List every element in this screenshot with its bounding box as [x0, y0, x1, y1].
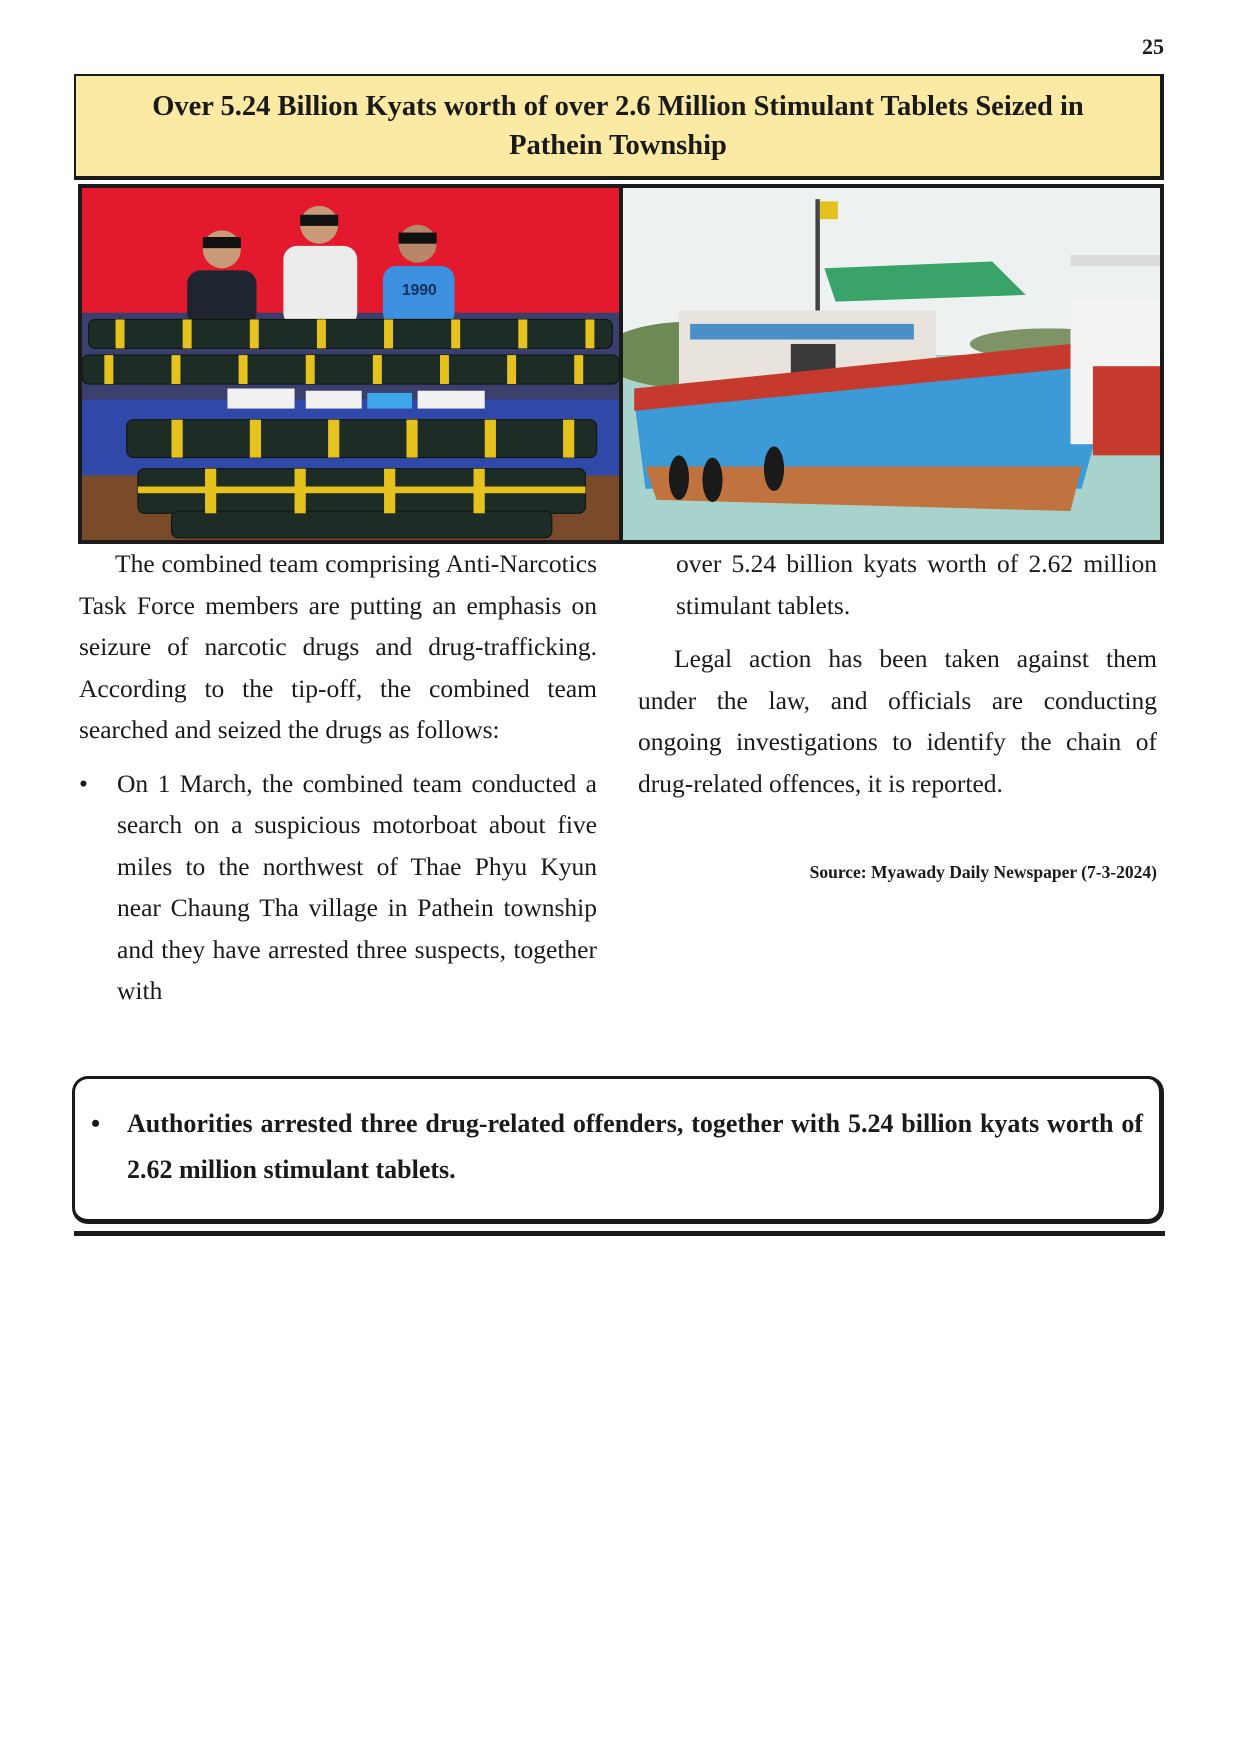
- article-title: Over 5.24 Billion Kyats worth of over 2.6 Million Stimulant Tablets Seized in Pathein Township: [152, 91, 1084, 161]
- summary-box: [72, 1076, 1164, 1224]
- source-citation: Source: Myawady Daily Newspaper (7-3-2024): [809, 862, 1157, 882]
- right-column: [638, 543, 1157, 804]
- closing-paragraph: Legal action has been taken against them under the law, and officials are conducting ongoing investigations to identify the chain of drug-related offences, it is reported.: [638, 644, 1157, 798]
- bullet-text: On 1 March, the combined team conducted a search on a suspicious motorboat about five miles to the northwest of Thae Phyu Kyun near Chaung Tha village in Pathein township and they have arrested three suspects, together with: [117, 768, 597, 1005]
- article-title-box: [74, 74, 1164, 180]
- bullet-item: [79, 763, 597, 1012]
- summary-bullet-marker: •: [91, 1109, 101, 1138]
- photo-frame: [78, 184, 1164, 544]
- shirt-text: 1990: [401, 281, 437, 299]
- intro-paragraph: The combined team comprising Anti-Narcotics Task Force members are putting an emphasis on seizure of narcotic drugs and drug-trafficking. According to the tip-off, the combined team searched and seized the drugs as follows:: [79, 549, 597, 744]
- summary-text: Authorities arrested three drug-related offenders, together with 5.24 billion kyats worth of 2.62 million stimulant tablets.: [127, 1109, 1143, 1184]
- bottom-divider: [74, 1231, 1165, 1236]
- bullet-marker: •: [79, 768, 88, 798]
- page-number: 25: [1142, 34, 1164, 59]
- seized-drugs-photo: [82, 188, 619, 540]
- motorboat-photo: [623, 188, 1160, 540]
- bullet-continuation: over 5.24 billion kyats worth of 2.62 million stimulant tablets.: [676, 549, 1157, 620]
- left-column: [79, 543, 597, 1012]
